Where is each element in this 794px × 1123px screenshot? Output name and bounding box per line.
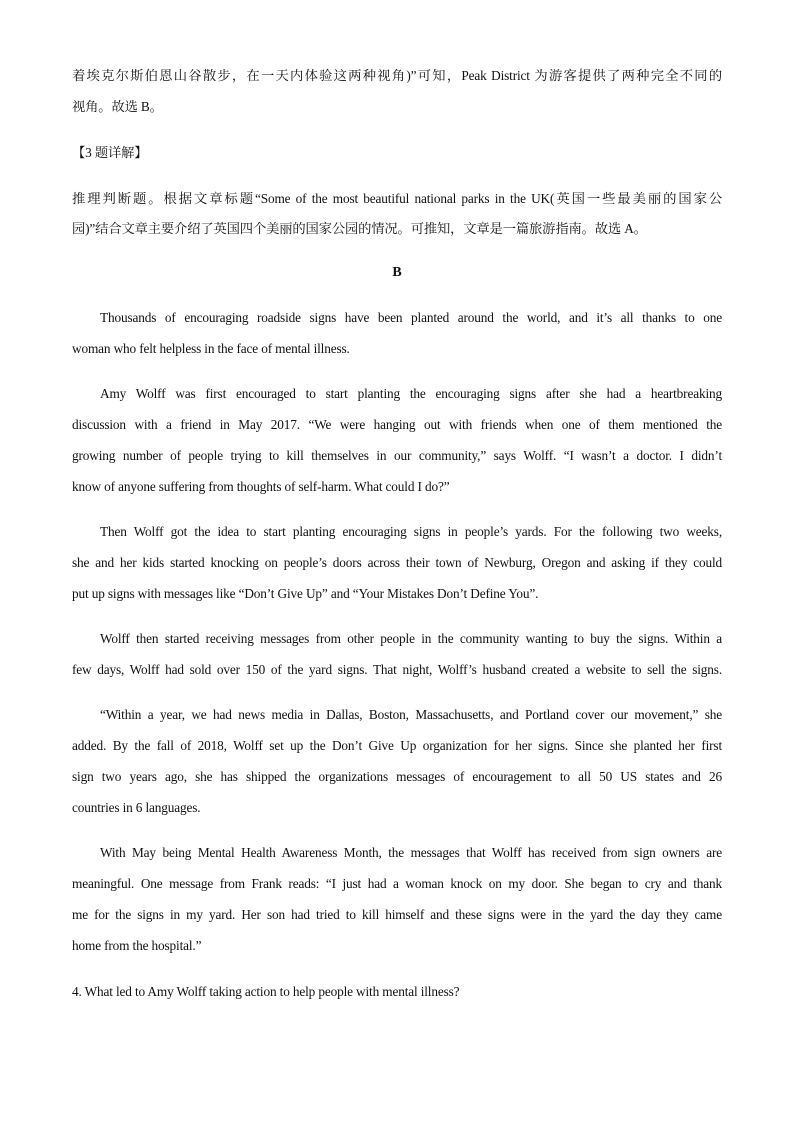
passage-line: With May being Mental Health Awareness Month, the messages that Wolff has received from sign owners are bbox=[100, 845, 722, 860]
prev-solution-line-1: 着埃克尔斯伯恩山谷散步，在一天内体验这两种视角)”可知，Peak District 为游客提供了两种完全不同的 bbox=[72, 68, 722, 83]
passage-line: home from the hospital.” bbox=[72, 938, 202, 953]
passage-line: growing number of people trying to kill themselves in our community,” says Wolff. “I wasn’t a doctor. I didn’t bbox=[72, 448, 722, 463]
passage-line: Then Wolff got the idea to start planting encouraging signs in people’s yards. For the following two weeks, bbox=[100, 524, 722, 539]
passage-line: sign two years ago, she has shipped the organizations messages of encouragement to all 50 US states and 26 bbox=[72, 769, 722, 784]
q3-heading: 【3 题详解】 bbox=[72, 145, 148, 160]
passage-line: she and her kids started knocking on people’s doors across their town of Newburg, Oregon and asking if they could bbox=[72, 555, 722, 570]
passage-line: discussion with a friend in May 2017. “We were hanging out with friends when one of them mentioned the bbox=[72, 417, 722, 432]
passage-line: countries in 6 languages. bbox=[72, 800, 201, 815]
passage-line: me for the signs in my yard. Her son had tried to kill himself and these signs were in the yard the day they came bbox=[72, 907, 722, 922]
prev-solution-line-2: 视角。故选 B。 bbox=[72, 99, 163, 114]
passage-line: woman who felt helpless in the face of mental illness. bbox=[72, 341, 350, 356]
passage-line: Amy Wolff was first encouraged to start planting the encouraging signs after she had a heartbreaking bbox=[100, 386, 722, 401]
passage-line: few days, Wolff had sold over 150 of the yard signs. That night, Wolff’s husband created a website to sell the signs. bbox=[72, 662, 722, 677]
passage-line: meaningful. One message from Frank reads: “I just had a woman knock on my door. She began to cry and thank bbox=[72, 876, 722, 891]
passage-line: Thousands of encouraging roadside signs have been planted around the world, and it’s all thanks to one bbox=[100, 310, 722, 325]
passage-line: know of anyone suffering from thoughts of self-harm. What could I do?” bbox=[72, 479, 450, 494]
passage-line: Wolff then started receiving messages from other people in the community wanting to buy the signs. Within a bbox=[100, 631, 722, 646]
passage-line: added. By the fall of 2018, Wolff set up the Don’t Give Up organization for her signs. Since she planted her first bbox=[72, 738, 722, 753]
q3-explanation-line-1: 推理判断题。根据文章标题“Some of the most beautiful national parks in the UK(英国一些最美丽的国家公 bbox=[72, 191, 722, 206]
q3-explanation-line-2: 园)”结合文章主要介绍了英国四个美丽的国家公园的情况。可推知，文章是一篇旅游指南。故选 A。 bbox=[72, 221, 647, 236]
passage-line: put up signs with messages like “Don’t Give Up” and “Your Mistakes Don’t Define You”. bbox=[72, 586, 539, 601]
question-4: 4. What led to Amy Wolff taking action to help people with mental illness? bbox=[72, 984, 460, 999]
section-title: B bbox=[392, 265, 402, 280]
passage-line: “Within a year, we had news media in Dallas, Boston, Massachusetts, and Portland cover our movement,” she bbox=[100, 707, 722, 722]
